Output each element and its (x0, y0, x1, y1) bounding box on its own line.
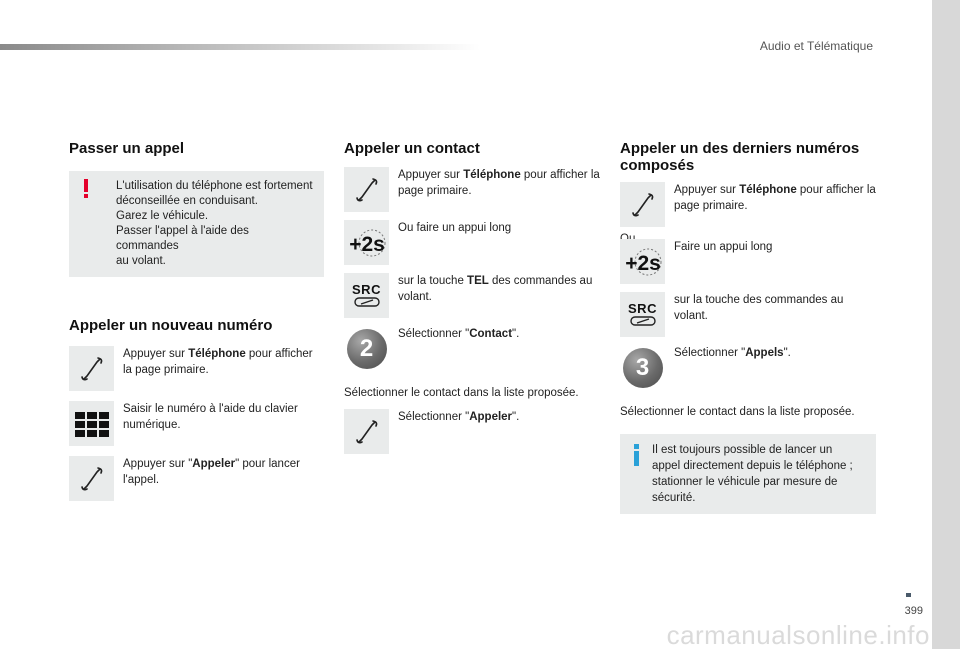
step-icon-box (69, 401, 114, 446)
instruction-step (620, 239, 876, 284)
instruction-step (620, 182, 876, 227)
instruction-step (620, 345, 876, 390)
step-number-icon: 3 (623, 348, 663, 388)
step-text: sur la touche des commandes au volant. (674, 294, 844, 322)
info-line: sécurité. (652, 492, 696, 504)
info-box (620, 434, 876, 514)
warning-line: Passer l'appel à l'aide des commandes (116, 225, 249, 252)
step-text: Appuyer sur "Appeler" pour lancer l'appel. (123, 458, 300, 486)
step-list (69, 346, 324, 501)
step-text: Appuyer sur Téléphone pour afficher la page primaire. (674, 184, 876, 212)
step-list (620, 182, 876, 227)
step-text: Appuyer sur Téléphone pour afficher la page primaire. (398, 169, 600, 197)
heading-appeler-un-contact: Appeler un contact (344, 140, 480, 157)
long-press-icon (346, 226, 388, 260)
phone-handset-icon (78, 355, 106, 383)
step-list (344, 409, 600, 454)
section-title: Audio et Télématique (759, 39, 873, 53)
instruction-step (344, 167, 600, 212)
steering-src-button-icon: SRC (628, 302, 658, 327)
step-text: Saisir le numéro à l'aide du clavier numérique. (123, 403, 298, 431)
phone-handset-icon (353, 176, 381, 204)
steering-src-button-icon: SRC (352, 283, 382, 308)
phone-handset-icon (629, 191, 657, 219)
page-number: 399 (904, 605, 923, 617)
long-press-icon (622, 245, 664, 279)
info-line: Il est toujours possible de lancer un (652, 444, 833, 456)
instruction-step (344, 273, 600, 318)
step-list (344, 167, 600, 371)
watermark: carmanualsonline.info (666, 620, 930, 649)
step-icon-box (344, 326, 389, 371)
page-marker (906, 593, 911, 597)
heading-line: composés (620, 157, 695, 174)
warning-line: au volant. (116, 255, 166, 267)
step-text: Sélectionner "Appeler". (398, 411, 520, 423)
step-text: Appuyer sur Téléphone pour afficher la page primaire. (123, 348, 313, 376)
step-icon-box (69, 346, 114, 391)
step-list (620, 239, 876, 390)
step-icon-box (344, 220, 389, 265)
step-icon-box (620, 345, 665, 390)
note-text: Sélectionner le contact dans la liste proposée. (620, 406, 855, 418)
column-derniers-numeros (620, 140, 876, 514)
instruction-step (69, 401, 324, 446)
instruction-step (344, 326, 600, 371)
info-icon (634, 444, 639, 464)
heading-derniers-numeros (620, 140, 876, 174)
instruction-step (69, 456, 324, 501)
instruction-step (69, 346, 324, 391)
step-icon-box (344, 273, 389, 318)
header-gradient-bar (0, 44, 480, 50)
column-passer-un-appel (69, 140, 324, 501)
page-edge-strip (932, 0, 960, 649)
step-text: Ou faire un appui long (398, 222, 512, 234)
instruction-step (344, 409, 600, 454)
step-icon-box (69, 456, 114, 501)
warning-line: L'utilisation du téléphone est fortement (116, 180, 313, 192)
phone-handset-icon (78, 465, 106, 493)
info-line: appel directement depuis le téléphone ; (652, 460, 853, 472)
instruction-step (620, 292, 876, 337)
svg-text:+2s: +2s (624, 251, 661, 275)
step-text: Sélectionner "Appels". (674, 347, 791, 359)
exclamation-icon (84, 179, 90, 197)
step-number-icon: 2 (347, 329, 387, 369)
warning-box (69, 171, 324, 277)
step-icon-box (620, 182, 665, 227)
svg-text:+2s: +2s (348, 232, 385, 256)
warning-line: Garez le véhicule. (116, 210, 209, 222)
step-text: sur la touche TEL des commandes au volant. (398, 275, 593, 303)
phone-handset-icon (353, 418, 381, 446)
info-line: stationner le véhicule par mesure de (652, 476, 838, 488)
note-text: Sélectionner le contact dans la liste proposée. (344, 387, 579, 399)
step-icon-box (620, 239, 665, 284)
heading-line: Appeler un des derniers numéros (620, 140, 860, 157)
step-text: Sélectionner "Contact". (398, 328, 520, 340)
step-text: Faire un appui long (674, 241, 773, 253)
step-icon-box (344, 167, 389, 212)
warning-line: déconseillée en conduisant. (116, 195, 258, 207)
step-icon-box (344, 409, 389, 454)
instruction-step (344, 220, 600, 265)
step-icon-box (620, 292, 665, 337)
heading-passer-un-appel: Passer un appel (69, 140, 185, 157)
column-appeler-un-contact (344, 140, 600, 454)
heading-appeler-un-nouveau-numero: Appeler un nouveau numéro (69, 317, 273, 334)
keypad-icon (72, 408, 112, 440)
